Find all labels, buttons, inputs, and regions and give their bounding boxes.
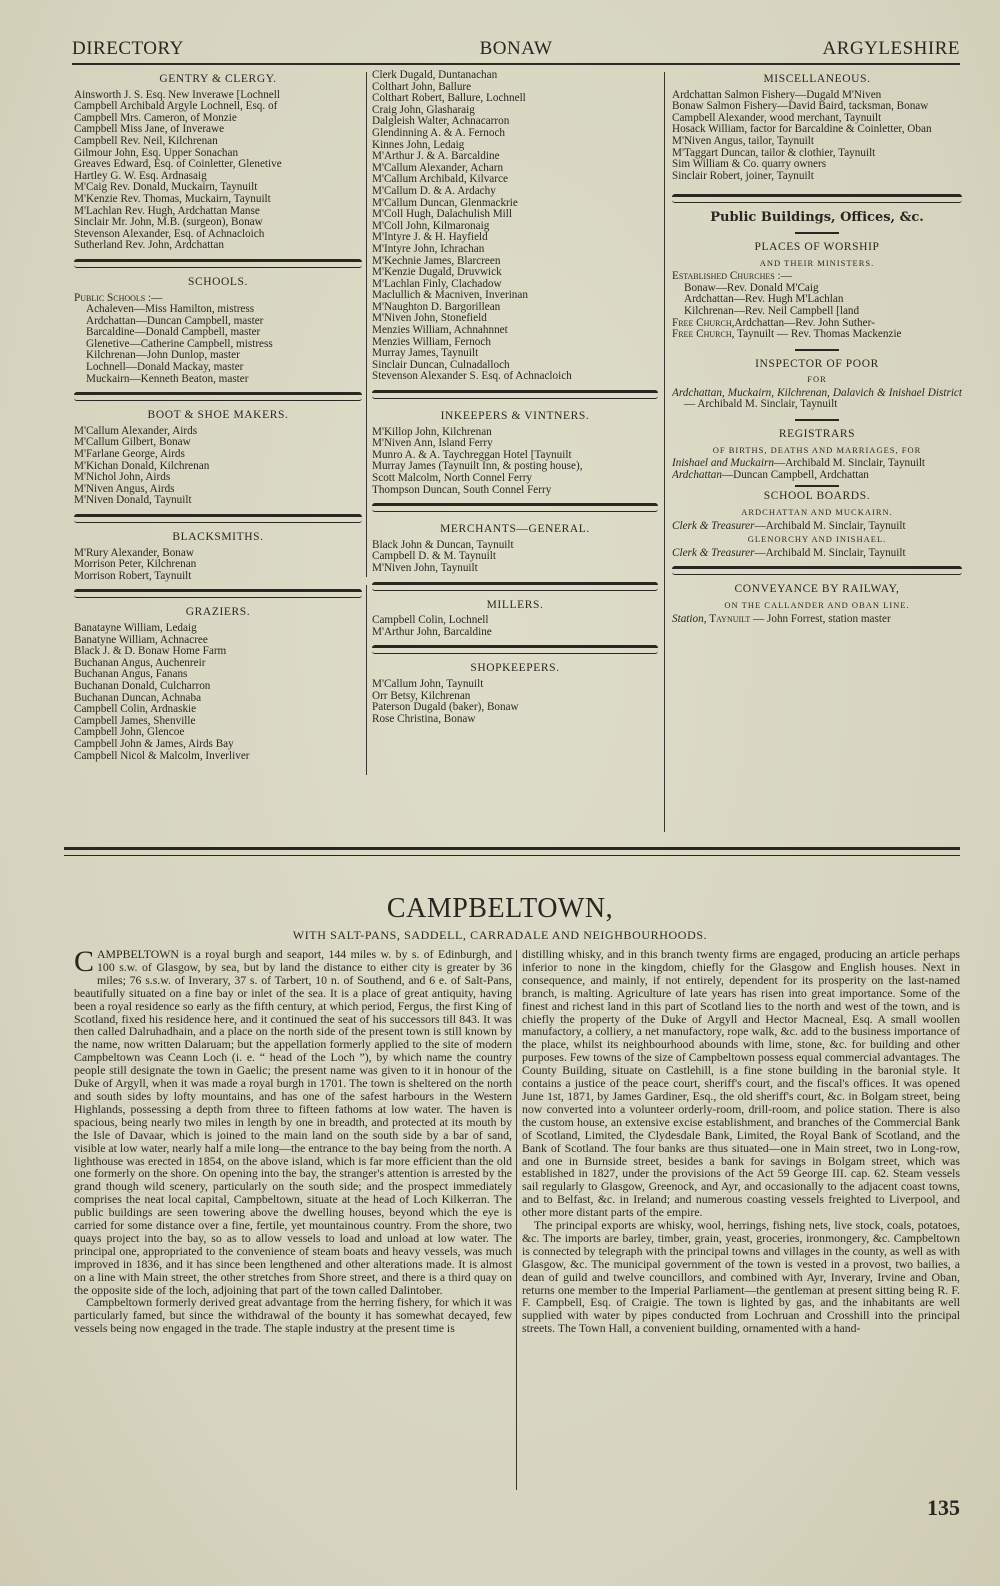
board-text: —Archibald M. Sinclair, Taynuilt bbox=[754, 547, 906, 559]
list-item: M'Kenzie Dugald, Druvwick bbox=[372, 267, 502, 279]
list-item: Buchanan Donald, Culcharron bbox=[74, 680, 211, 692]
list-item: Campbell Colin, Lochnell bbox=[372, 615, 489, 627]
campbeltown-column-1 bbox=[74, 945, 512, 1336]
short-rule bbox=[795, 232, 839, 234]
list-item: Murray James (Taynuilt Inn, & posting house), bbox=[372, 461, 583, 473]
list-item: Gilmour John, Esq. Upper Sonachan bbox=[74, 147, 239, 159]
station-name: Taynuilt bbox=[709, 613, 751, 625]
campbeltown-title: CAMPBELTOWN, bbox=[386, 893, 614, 924]
list-item: Hartley G. W. Esq. Ardnasaig bbox=[74, 170, 207, 182]
list-item: Bonaw—Rev. Donald M'Caig bbox=[684, 282, 819, 294]
list-item: Sinclair Duncan, Culnadalloch bbox=[372, 359, 510, 371]
section-rule bbox=[372, 582, 658, 591]
list-item: Muckairn—Kenneth Beaton, master bbox=[86, 373, 249, 385]
list-item: Black J. & D. Bonaw Home Farm bbox=[74, 646, 227, 658]
page-section-rule bbox=[64, 847, 960, 856]
list-item: Banatyne William, Achnacree bbox=[74, 634, 208, 646]
column-divider bbox=[366, 585, 367, 775]
list-item: M'Niven Angus, tailor, Taynuilt bbox=[672, 135, 814, 147]
page-number: 135 bbox=[927, 1495, 960, 1520]
list-item: M'Callum Alexander, Acharn bbox=[372, 162, 504, 174]
list-item: M'Coll John, Kilmaronaig bbox=[372, 220, 490, 232]
registrar-entry bbox=[672, 458, 962, 470]
list-item: M'Callum Archibald, Kilvarce bbox=[372, 174, 508, 186]
list-item: Kilchrenan—Rev. Neil Campbell [land bbox=[684, 305, 860, 317]
campbeltown-column-2 bbox=[522, 948, 960, 1335]
list-item: Colthart Robert, Ballure, Lochnell bbox=[372, 93, 526, 105]
list-item: Orr Betsy, Kilchrenan bbox=[372, 690, 471, 702]
list-item: M'Farlane George, Airds bbox=[74, 449, 185, 461]
list-item: M'Niven John, Stonefield bbox=[372, 313, 487, 325]
list-item: Kinnes John, Ledaig bbox=[372, 139, 465, 151]
list-item: M'Intyre John, Ichrachan bbox=[372, 243, 485, 255]
established-churches-heading: Established Churches :— bbox=[672, 271, 792, 283]
station-label: Station, bbox=[672, 613, 707, 625]
list-item: Campbell Rev. Neil, Kilchrenan bbox=[74, 135, 218, 147]
free-church-text: Taynuilt — Rev. Thomas Mackenzie bbox=[737, 329, 902, 341]
merchants-list bbox=[372, 540, 658, 575]
list-item: M'Caig Rev. Donald, Muckairn, Taynuilt bbox=[74, 182, 258, 194]
list-item: Banatayne William, Ledaig bbox=[74, 622, 197, 634]
column-divider bbox=[516, 950, 517, 1490]
public-buildings-title: Public Buildings, Offices, &c. bbox=[710, 210, 924, 226]
board-entry bbox=[672, 548, 962, 560]
registrars-subtitle: OF BIRTHS, DEATHS AND MARRIAGES, FOR bbox=[712, 444, 922, 455]
schools-list bbox=[74, 304, 362, 385]
section-title-boot-shoe: BOOT & SHOE MAKERS. bbox=[147, 409, 289, 422]
list-item: M'Callum John, Taynuilt bbox=[372, 678, 484, 690]
registrar-text: —Archibald M. Sinclair, Taynuilt bbox=[773, 458, 926, 470]
millers-list bbox=[372, 615, 658, 638]
list-item: M'Coll Hugh, Dalachulish Mill bbox=[372, 209, 512, 221]
column-3 bbox=[672, 70, 962, 625]
list-item: Sinclair Mr. John, M.B. (surgeon), Bonaw bbox=[74, 217, 263, 229]
column-2 bbox=[372, 70, 658, 725]
paragraph: The principal exports are whisky, wool, herrings, fishing nets, live stock, coals, potatoes, &c. The imports are barley, timber, grain, yeast, groceries, ironmongery, &c. Campbeltown is connected by telegraph with the principal towns and villages in the county, as well as with Glasgow, &c. The municipal government of the town is vested in a provost, two bailies, a dean of guild and twelve councillors, and combined with Ayr, Inverary, Irvine and Oban, returns one member to the Imperial Parliament—the gentleman at present sitting being R. F. F. Campbell, Esq. of Craigie. The town is lighted by gas, and the inhabitants are well supplied with water by pipes conducted from Lochruan and Crosshill into the principal streets. The Town Hall, a convenient building, ornamented with a hand- bbox=[522, 1218, 960, 1336]
registrar-district: Ardchattan bbox=[672, 469, 722, 481]
graziers-continued-list bbox=[372, 70, 658, 383]
list-item: Sinclair Robert, joiner, Taynuilt bbox=[672, 170, 814, 182]
section-rule bbox=[372, 645, 658, 654]
list-item: Campbell Archibald Argyle Lochnell, Esq. of bbox=[74, 101, 278, 113]
inspector-entry bbox=[672, 388, 962, 411]
list-item: Craig John, Glasharaig bbox=[372, 104, 475, 116]
short-rule bbox=[795, 485, 839, 487]
running-head-right: ARGYLESHIRE bbox=[822, 38, 960, 59]
campbeltown-subtitle: WITH SALT-PANS, SADDELL, CARRADALE AND NEIGHBOURHOODS. bbox=[292, 928, 708, 942]
list-item: Morrison Robert, Taynuilt bbox=[74, 570, 192, 582]
railway-subtitle: ON THE CALLANDER AND OBAN LINE. bbox=[724, 600, 910, 610]
section-title-blacksmiths: BLACKSMITHS. bbox=[172, 531, 264, 543]
list-item: Campbell James, Shenville bbox=[74, 715, 196, 727]
registrar-district: Inishael and Muckairn bbox=[672, 458, 774, 470]
list-item: Menzies William, Fernoch bbox=[372, 336, 491, 348]
list-item: Stevenson Alexander, Esq. of Achnacloich bbox=[74, 228, 265, 240]
free-church-ardchattan bbox=[672, 318, 962, 330]
list-item: Sim William & Co. quarry owners bbox=[672, 159, 827, 171]
list-item: M'Niven Ann, Island Ferry bbox=[372, 438, 493, 450]
free-church-text: Ardchattan—Rev. John Suther- bbox=[734, 317, 875, 329]
list-item: M'Lachlan Finly, Clachadow bbox=[372, 278, 502, 290]
inspector-for: FOR bbox=[807, 374, 827, 385]
list-item: M'Taggart Duncan, tailor & clothier, Taynuilt bbox=[672, 147, 876, 159]
list-item: Achaleven—Miss Hamilton, mistress bbox=[86, 304, 255, 316]
list-item: Campbell Mrs. Cameron, of Monzie bbox=[74, 112, 237, 124]
list-item: Rose Christina, Bonaw bbox=[372, 713, 476, 725]
drop-cap: C bbox=[74, 945, 95, 978]
list-item: Dalgleish Walter, Achnacarron bbox=[372, 116, 510, 128]
list-item: M'Kichan Donald, Kilchrenan bbox=[74, 460, 210, 472]
worship-title: PLACES OF WORSHIP bbox=[754, 240, 880, 253]
list-item: Glendinning A. & A. Fernoch bbox=[372, 127, 505, 139]
list-item: Stevenson Alexander S. Esq. of Achnacloich bbox=[372, 371, 572, 383]
list-item: Sutherland Rev. John, Ardchattan bbox=[74, 240, 224, 252]
worship-subtitle: AND THEIR MINISTERS. bbox=[759, 257, 875, 268]
list-item: Campbell Miss Jane, of Inverawe bbox=[74, 124, 225, 136]
free-church-taynuilt bbox=[672, 329, 962, 341]
list-item: Glenetive—Catherine Campbell, mistress bbox=[86, 338, 273, 350]
established-churches-list bbox=[672, 283, 962, 318]
column-divider bbox=[366, 72, 367, 577]
list-item: M'Rury Alexander, Bonaw bbox=[74, 547, 194, 559]
list-item: Kilchrenan—John Dunlop, master bbox=[86, 350, 240, 362]
blacksmiths-list bbox=[74, 548, 362, 583]
registrar-text: —Duncan Campbell, Ardchattan bbox=[721, 469, 869, 481]
list-item: M'Callum Alexander, Airds bbox=[74, 425, 198, 437]
inspector-title: INSPECTOR OF POOR bbox=[755, 357, 879, 370]
list-item: Ardchattan—Rev. Hugh M'Lachlan bbox=[684, 294, 844, 306]
section-rule bbox=[74, 589, 362, 598]
section-rule bbox=[74, 259, 362, 268]
graziers-list bbox=[74, 623, 362, 762]
list-item: Munro A. & A. Taychreggan Hotel [Taynuilt bbox=[372, 449, 572, 461]
board-role: Clerk & Treasurer bbox=[672, 547, 755, 559]
section-rule bbox=[74, 514, 362, 523]
section-title-misc: MISCELLANEOUS. bbox=[763, 73, 871, 85]
list-item: Ardchattan Salmon Fishery—Dugald M'Niven bbox=[672, 89, 882, 101]
paragraph: Campbeltown formerly derived great advantage from the herring fishery, for which it was particularly famed, but since the withdrawal of the bounty it has somewhat decayed, few vessels being now engaged in the trade. The staple industry at the present time is bbox=[74, 1295, 512, 1336]
list-item: M'Naughton D. Bargorillean bbox=[372, 301, 501, 313]
board-name: GLENORCHY AND INISHAEL. bbox=[747, 534, 887, 545]
paragraph bbox=[74, 945, 512, 1297]
list-item: Campbell Alexander, wood merchant, Taynuilt bbox=[672, 112, 882, 124]
paragraph-text: AMPBELTOWN is a royal burgh and seaport, 144 miles w. by s. of Edinburgh, and 100 s.w. of Glasgow, by sea, but by land the distance to either city is greater by 36 miles; 76 s.s.w. of Inverary, 37 s. of Tarbert, 10 n. of Southend, and 6 e. of Salt-Pans, beautifully situated on a fine bay or inlet of the sea. It is a place of great antiquity, having been a royal residence so early as the fifth century, at which period, Fergus, the first King of Scotland, fixed his residence here, and it continued the seat of his successors till 843. It was then called Dalruhadhain, and a place on the north side of the present town is still known by the name, now written Dalaruam; but the appellation formerly applied to the site of modern Campbeltown was Ceann Loch (i. e. “ head of the Loch ”), by which name the country people still designate the town in Gaelic; the present name was given to it in honour of the Duke of Argyll, when it was made a royal burgh in 1701. The town is sheltered on the north and south sides by lofty mountains, and has one of the safest harbours in the Western Highlands, possessing a depth from three to fifteen fathoms at low water. The haven is spacious, being nearly two miles in length by one in breadth, and protected at its mouth by the Isle of Davaar, which is joined to the main land on the south side by a bar of sand, visible at low water, nearly half a mile long—the entrance to the bay being from the north. A lighthouse was erected in 1854, on the above island, which is far more efficient than the old one formerly on the shore. On opening into the bay, the stranger's attention is arrested by the grand though wild scenery, particularly on the south side; and the prospect immediately comprises the neat local capital, Campbeltown, situate at the head of Loch Kilkerran. The public buildings are seen towering above the dwelling houses, beyond which the eye is carried for some distance over a fine, fertile, yet mountainous country. From the shore, two quays project into the bay, so as to allow vessels to load and unload at low water. The principal one, appropriated to the convenience of steam boats and heavy vessels, was much improved in 1836, and it has since been lengthened and other alterations made. It is almost on a line with Main street, the other stretches from Shore street, and there is a third quay on the opposite side of the loch, adjoining that part of the town called Dalintober. bbox=[74, 947, 512, 1297]
list-item: Ainsworth J. S. Esq. New Inverawe [Lochnell bbox=[74, 89, 280, 101]
section-rule bbox=[672, 194, 962, 203]
paragraph: distilling whisky, and in this branch twenty firms are engaged, producing an article perhaps inferior to none in the kingdom, chiefly for the Glasgow and English houses. Next in consequence, and mainly, if not entirely, dependent for its prosperity on the last-named branch, is malting. Agriculture of late years has risen into great importance. Some of the finest and richest land in this part of Scotland lies to the north and west of the town, and is chiefly the property of the Duke of Argyll and Hector Macneal, Esq. A small woollen manufactory, a colliery, a net manufactory, rope walk, &c. add to the business importance of the place, whilst its neighbourhood abounds with lime, stone, &c. for building and other purposes. Few towns of the size of Campbeltown possess equal commercial advantages. The County Building, situate on Castlehill, is a fine stone building in the baronial style. It contains a justice of the peace court, sheriff's court, and the fiscal's offices. It was opened June 1st, 1871, by James Gardiner, Esq., the old sheriff's court, &c. in Bolgam street, being now converted into a volunteer orderly-room, drill-room, and police station. There is also the custom house, an extensive excise establishment, and branches of the Commercial Bank of Scotland, Limited, the Clydesdale Bank, Limited, the Royal Bank of Scotland, and the Bank of Scotland. The four banks are thus situated—one in Main street, two in Long-row, and one in Burnside street, besides a bank for savings in Bolgam street, which was established in 1827, under the provisions of the Act 59 George III. cap. 62. Steam vessels sail regularly to Glasgow, Greenock, and Ayr, and occasionally to the adjacent coast towns, and to Belfast, &c. in Ireland; and numerous coasting vessels freighted to Liverpool, and other more distant parts of the empire. bbox=[522, 947, 960, 1220]
inspector-text: — Archibald M. Sinclair, Taynuilt bbox=[684, 398, 838, 411]
list-item: Scott Malcolm, North Connel Ferry bbox=[372, 473, 533, 484]
section-title-graziers: GRAZIERS. bbox=[185, 606, 251, 619]
list-item: Lochnell—Donald Mackay, master bbox=[86, 362, 244, 374]
list-item: M'Kenzie Rev. Thomas, Muckairn, Taynuilt bbox=[74, 193, 271, 205]
section-title-shopkeepers: SHOPKEEPERS. bbox=[470, 662, 560, 675]
list-item: Buchanan Angus, Auchenreir bbox=[74, 657, 206, 669]
list-item: Campbell Nicol & Malcolm, Inverliver bbox=[74, 750, 250, 762]
list-item: Morrison Peter, Kilchrenan bbox=[74, 559, 197, 571]
list-item: M'Niven Donald, Taynuilt bbox=[74, 495, 192, 507]
board-entry bbox=[672, 521, 962, 533]
school-boards-title: SCHOOL BOARDS. bbox=[763, 490, 871, 503]
list-item: Greaves Edward, Esq. of Coinletter, Glenetive bbox=[74, 159, 282, 171]
list-item: Barcaldine—Donald Campbell, master bbox=[86, 327, 261, 339]
section-title-merchants: MERCHANTS—GENERAL. bbox=[440, 523, 590, 536]
list-item: Paterson Dugald (baker), Bonaw bbox=[372, 702, 519, 714]
shopkeepers-list bbox=[372, 679, 658, 725]
list-item: M'Kechnie James, Blarcreen bbox=[372, 255, 501, 267]
list-item: Thompson Duncan, South Connel Ferry bbox=[372, 484, 552, 496]
boot-shoe-list bbox=[74, 426, 362, 507]
list-item: M'Intyre J. & H. Hayfield bbox=[372, 232, 488, 244]
list-item: Clerk Dugald, Duntanachan bbox=[372, 70, 498, 81]
public-schools-heading: Public Schools :— bbox=[74, 292, 163, 304]
section-title-gentry: GENTRY & CLERGY. bbox=[159, 73, 277, 85]
section-rule bbox=[372, 503, 658, 512]
section-rule bbox=[372, 390, 658, 399]
gentry-list bbox=[74, 90, 362, 252]
list-item: M'Killop John, Kilchrenan bbox=[372, 426, 492, 438]
list-item: Ardchattan—Duncan Campbell, master bbox=[86, 315, 264, 327]
section-title-inkeepers: INKEEPERS & VINTNERS. bbox=[440, 410, 590, 423]
board-role: Clerk & Treasurer bbox=[672, 520, 755, 532]
free-church-label: Free Church, bbox=[672, 329, 735, 341]
railway-title: CONVEYANCE BY RAILWAY, bbox=[734, 583, 900, 596]
list-item: Bonaw Salmon Fishery—David Baird, tacksman, Bonaw bbox=[672, 101, 929, 113]
section-title-schools: SCHOOLS. bbox=[187, 275, 249, 288]
section-rule bbox=[74, 392, 362, 401]
list-item: M'Callum D. & A. Ardachy bbox=[372, 185, 496, 197]
inkeepers-list bbox=[372, 427, 658, 497]
misc-list bbox=[672, 90, 962, 183]
list-item: Buchanan Duncan, Achnaba bbox=[74, 692, 202, 704]
railway-station-entry bbox=[672, 614, 962, 626]
section-rule bbox=[672, 566, 962, 575]
list-item: Buchanan Angus, Fanans bbox=[74, 669, 188, 681]
list-item: M'Niven Angus, Airds bbox=[74, 483, 175, 495]
list-item: M'Nichol John, Airds bbox=[74, 472, 171, 484]
list-item: M'Lachlan Rev. Hugh, Ardchattan Manse bbox=[74, 205, 260, 217]
station-text: — John Forrest, station master bbox=[750, 613, 891, 625]
list-item: M'Callum Gilbert, Bonaw bbox=[74, 437, 191, 449]
list-item: Maclullich & Macniven, Inverinan bbox=[372, 290, 528, 302]
list-item: Campbell John, Glencoe bbox=[74, 727, 185, 739]
list-item: Black John & Duncan, Taynuilt bbox=[372, 539, 514, 551]
short-rule bbox=[795, 349, 839, 351]
list-item: Hosack William, factor for Barcaldine & Coinletter, Oban bbox=[672, 124, 932, 136]
list-item: M'Arthur John, Barcaldine bbox=[372, 626, 492, 638]
list-item: Campbell Colin, Ardnaskie bbox=[74, 704, 197, 716]
running-head-center: BONAW bbox=[479, 38, 553, 59]
column-divider bbox=[664, 72, 665, 832]
inspector-district: Ardchattan, Muckairn, Kilchrenan, Dalavich & Inishael District bbox=[672, 387, 962, 399]
list-item: Campbell John & James, Airds Bay bbox=[74, 738, 234, 750]
list-item: M'Callum Duncan, Glenmackrie bbox=[372, 197, 518, 209]
registrar-entry bbox=[672, 470, 962, 482]
board-text: —Archibald M. Sinclair, Taynuilt bbox=[754, 520, 906, 532]
list-item: Campbell D. & M. Taynuilt bbox=[372, 551, 496, 563]
list-item: Menzies William, Achnahnnet bbox=[372, 325, 508, 337]
running-head bbox=[72, 38, 960, 62]
list-item: Murray James, Taynuilt bbox=[372, 348, 479, 360]
section-title-millers: MILLERS. bbox=[486, 598, 544, 611]
header-rule bbox=[72, 63, 960, 65]
free-church-label: Free Church, bbox=[672, 317, 735, 329]
column-1 bbox=[74, 70, 362, 762]
board-name: ARDCHATTAN AND MUCKAIRN. bbox=[741, 507, 893, 518]
list-item: Colthart John, Ballure bbox=[372, 81, 472, 93]
list-item: M'Arthur J. & A. Barcaldine bbox=[372, 151, 500, 163]
registrars-title: REGISTRARS bbox=[778, 428, 856, 441]
running-head-left: DIRECTORY bbox=[72, 38, 184, 59]
short-rule bbox=[795, 419, 839, 421]
list-item: M'Niven John, Taynuilt bbox=[372, 562, 478, 574]
